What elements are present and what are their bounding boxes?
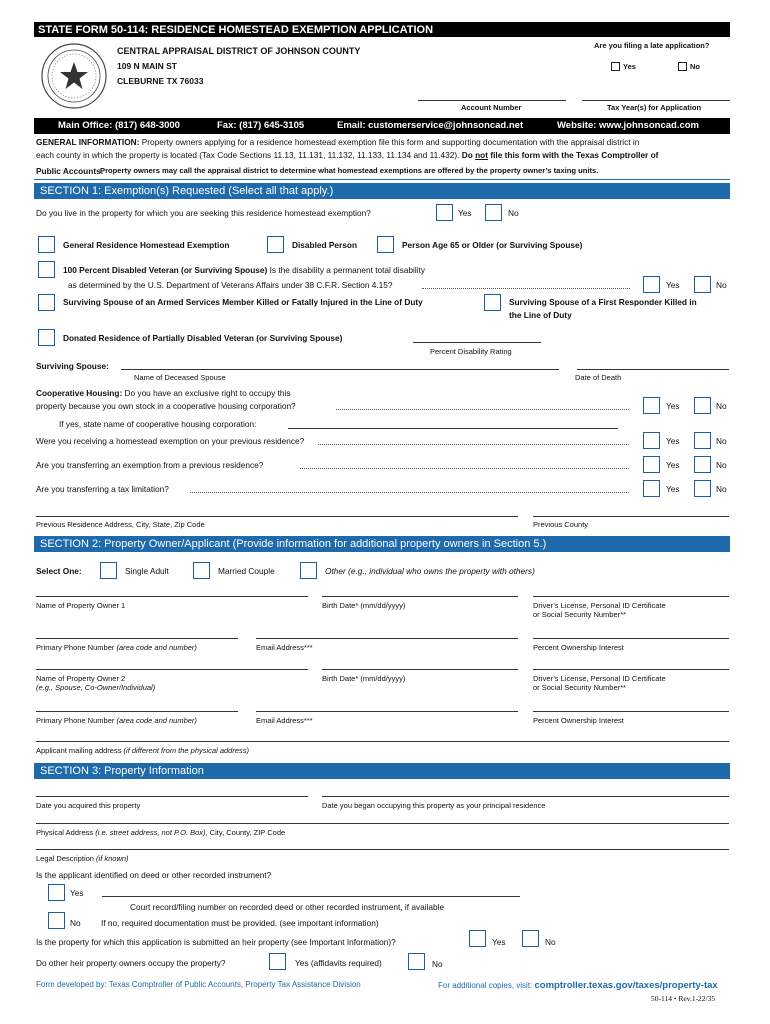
- coop-no-checkbox[interactable]: [694, 397, 711, 414]
- previous-dots: [318, 444, 629, 445]
- account-number-line[interactable]: [418, 100, 566, 101]
- owner2-name-line[interactable]: [36, 669, 308, 670]
- owner1-name-label: Name of Property Owner 1: [36, 601, 126, 610]
- physical-address-label: Physical Address (i.e. street address, not P.O. Box), City, County, ZIP Code: [36, 828, 286, 837]
- coop-yes-label: Yes: [666, 401, 680, 411]
- donated-residence-checkbox[interactable]: [38, 329, 55, 346]
- form-title: STATE FORM 50-114: RESIDENCE HOMESTEAD EXEMPTION APPLICATION: [38, 24, 434, 36]
- late-no-label: No: [690, 62, 700, 71]
- contact-bar: [34, 118, 730, 134]
- general-info-line-2: each county in which the property is located (Tax Code Sections 11.13, 11.131, 11.132, 11.133, 11.134 and 11.432). Do not file this form with the Texas Comptroller of: [36, 150, 659, 160]
- deed-no-checkbox[interactable]: [48, 912, 65, 929]
- previous-no-checkbox[interactable]: [694, 432, 711, 449]
- transfer-yes-checkbox[interactable]: [643, 456, 660, 473]
- live-no-label: No: [508, 208, 519, 218]
- veteran-yes-label: Yes: [666, 280, 680, 290]
- owner2-birth-line[interactable]: [322, 669, 518, 670]
- limit-yes-checkbox[interactable]: [643, 480, 660, 497]
- acquired-date-label: Date you acquired this property: [36, 801, 141, 810]
- previous-address-label: Previous Residence Address, City, State, Zip Code: [36, 520, 205, 529]
- limit-no-checkbox[interactable]: [694, 480, 711, 497]
- owner1-id-line[interactable]: [533, 596, 729, 597]
- occupying-date-label: Date you began occupying this property as your principal residence: [322, 801, 546, 810]
- contact-website[interactable]: Website: www.johnsoncad.com: [557, 120, 699, 131]
- footer-developed-by: Form developed by: Texas Comptroller of Public Accounts, Property Tax Assistance Division: [36, 980, 361, 989]
- disabled-person-checkbox[interactable]: [267, 236, 284, 253]
- owner2-phone-label: Primary Phone Number (area code and number): [36, 716, 197, 725]
- heir-question: Is the property for which this application is submitted an heir property (see Important Information)?: [36, 937, 396, 947]
- married-couple-label: Married Couple: [218, 566, 275, 576]
- coop-name-label: If yes, state name of cooperative housing corporation:: [59, 419, 257, 429]
- owner2-id-label-1: Driver’s License, Personal ID Certificate: [533, 674, 666, 683]
- section-3-header: SECTION 3: Property Information: [34, 763, 730, 779]
- veteran-100-checkbox[interactable]: [38, 261, 55, 278]
- general-divider: [34, 179, 730, 180]
- district-address-1: 109 N MAIN ST: [117, 61, 177, 71]
- deceased-spouse-label: Name of Deceased Spouse: [134, 373, 226, 382]
- disabled-person-label: Disabled Person: [292, 240, 358, 250]
- tax-limitation-question: Are you transferring a tax limitation?: [36, 484, 169, 494]
- owner2-ownership-label: Percent Ownership Interest: [533, 716, 624, 725]
- owner1-ownership-label: Percent Ownership Interest: [533, 643, 624, 652]
- other-heir-no-checkbox[interactable]: [408, 953, 425, 970]
- late-no-checkbox[interactable]: [678, 62, 687, 71]
- surviving-spouse-label: Surviving Spouse:: [36, 361, 109, 371]
- coop-name-line[interactable]: [288, 428, 618, 429]
- owner2-email-line[interactable]: [256, 711, 518, 712]
- previous-county-label: Previous County: [533, 520, 589, 529]
- armed-services-label: Surviving Spouse of an Armed Services Member Killed or Fatally Injured in the Line of Duty: [63, 297, 423, 307]
- section-1-header: SECTION 1: Exemption(s) Requested (Select all that apply.): [34, 183, 730, 199]
- court-record-line[interactable]: [102, 896, 520, 897]
- other-owner-label: Other (e.g., individual who owns the property with others): [325, 566, 535, 576]
- age65-checkbox[interactable]: [377, 236, 394, 253]
- owner1-name-line[interactable]: [36, 596, 308, 597]
- owner2-id-line[interactable]: [533, 669, 729, 670]
- donated-residence-label: Donated Residence of Partially Disabled Veteran (or Surviving Spouse): [63, 333, 343, 343]
- transfer-dots: [300, 468, 629, 469]
- married-couple-checkbox[interactable]: [193, 562, 210, 579]
- veteran-100-label: 100 Percent Disabled Veteran (or Surviving Spouse) Is the disability a permanent total disability: [63, 265, 426, 275]
- limit-yes-label: Yes: [666, 484, 680, 494]
- deceased-spouse-line[interactable]: [121, 369, 559, 370]
- owner1-ownership-line[interactable]: [533, 638, 729, 639]
- footer-revision: 50-114 • Rev.1-22/35: [651, 994, 716, 1003]
- coop-question-2: property because you own stock in a cooperative housing corporation?: [36, 401, 296, 411]
- previous-county-line[interactable]: [533, 516, 729, 517]
- previous-address-line[interactable]: [36, 516, 518, 517]
- mailing-address-label: Applicant mailing address (if different from the physical address): [36, 746, 250, 755]
- heir-yes-label: Yes: [492, 937, 506, 947]
- owner2-birth-label: Birth Date* (mm/dd/yyyy): [322, 674, 406, 683]
- other-heir-yes-checkbox[interactable]: [269, 953, 286, 970]
- legal-description-label: Legal Description (if known): [36, 854, 129, 863]
- veteran-yes-checkbox[interactable]: [643, 276, 660, 293]
- coop-dots: [336, 409, 629, 410]
- fax-number: Fax: (817) 645-3105: [217, 120, 305, 131]
- section-2-header: SECTION 2: Property Owner/Applicant (Provide information for additional property owners in Section 5.): [34, 536, 730, 552]
- previous-no-label: No: [716, 436, 727, 446]
- owner1-birth-line[interactable]: [322, 596, 518, 597]
- other-heir-question: Do other heir property owners occupy the property?: [36, 958, 226, 968]
- other-heir-yes-label: Yes (affidavits required): [295, 958, 382, 968]
- transfer-no-checkbox[interactable]: [694, 456, 711, 473]
- owner1-phone-line[interactable]: [36, 638, 238, 639]
- previous-yes-checkbox[interactable]: [643, 432, 660, 449]
- general-info-line-3b: Property owners may call the appraisal district to determine what homestead exemptions are offered by the property owner’s taxing units.: [100, 166, 599, 175]
- owner2-id-label-2: or Social Security Number**: [533, 683, 626, 692]
- heir-no-label: No: [545, 937, 556, 947]
- heir-yes-checkbox[interactable]: [469, 930, 486, 947]
- general-homestead-label: General Residence Homestead Exemption: [63, 240, 230, 250]
- owner1-email-label: Email Address***: [256, 643, 313, 652]
- owner1-birth-label: Birth Date* (mm/dd/yyyy): [322, 601, 406, 610]
- percent-disability-label: Percent Disability Rating: [430, 347, 512, 356]
- office-phone: Main Office: (817) 648-3000: [58, 120, 180, 131]
- coop-no-label: No: [716, 401, 727, 411]
- owner1-email-line[interactable]: [256, 638, 518, 639]
- tax-year-line[interactable]: [582, 100, 730, 101]
- court-record-label: Court record/filing number on recorded deed or other recorded instrument, if available: [130, 902, 445, 912]
- transfer-no-label: No: [716, 460, 727, 470]
- district-name: CENTRAL APPRAISAL DISTRICT OF JOHNSON COUNTY: [117, 46, 361, 56]
- owner1-phone-label: Primary Phone Number (area code and number): [36, 643, 197, 652]
- acquired-date-line[interactable]: [36, 796, 308, 797]
- single-adult-checkbox[interactable]: [100, 562, 117, 579]
- veteran-no-checkbox[interactable]: [694, 276, 711, 293]
- owner2-name-sub: (e.g., Spouse, Co-Owner/Individual): [36, 683, 156, 692]
- previous-exemption-question: Were you receiving a homestead exemption on your previous residence?: [36, 436, 305, 446]
- veteran-dots: [422, 288, 630, 289]
- date-of-death-line[interactable]: [577, 369, 729, 370]
- previous-yes-label: Yes: [666, 436, 680, 446]
- coop-question-1: Cooperative Housing: Do you have an exclusive right to occupy this: [36, 388, 291, 398]
- contact-email[interactable]: Email: customerservice@johnsoncad.net: [337, 120, 524, 131]
- state-seal-icon: [40, 42, 108, 110]
- veteran-100-line-2: as determined by the U.S. Department of Veterans Affairs under 38 C.F.R. Section 4.15?: [68, 280, 393, 290]
- late-yes-label: Yes: [623, 62, 636, 71]
- heir-no-checkbox[interactable]: [522, 930, 539, 947]
- live-no-checkbox[interactable]: [485, 204, 502, 221]
- general-info-line-3: Public Accounts.: [36, 166, 103, 176]
- legal-description-line[interactable]: [36, 849, 729, 850]
- owner1-id-label-1: Driver’s License, Personal ID Certificate: [533, 601, 666, 610]
- late-application-question: Are you filing a late application?: [594, 41, 710, 50]
- deed-no-label: No: [70, 918, 81, 928]
- general-homestead-checkbox[interactable]: [38, 236, 55, 253]
- transfer-exemption-question: Are you transferring an exemption from a previous residence?: [36, 460, 264, 470]
- veteran-no-label: No: [716, 280, 727, 290]
- live-yes-label: Yes: [458, 208, 472, 218]
- single-adult-label: Single Adult: [125, 566, 169, 576]
- live-yes-checkbox[interactable]: [436, 204, 453, 221]
- late-yes-checkbox[interactable]: [611, 62, 620, 71]
- percent-disability-line[interactable]: [413, 342, 541, 343]
- general-info-line-1: GENERAL INFORMATION: Property owners applying for a residence homestead exemption file this form and supporting documentation with the appraisal district in: [36, 137, 640, 147]
- first-responder-label-1: Surviving Spouse of a First Responder Killed in: [509, 297, 697, 307]
- owner2-phone-line[interactable]: [36, 711, 238, 712]
- armed-services-checkbox[interactable]: [38, 294, 55, 311]
- account-number-label: Account Number: [461, 103, 522, 112]
- deed-no-note: If no, required documentation must be provided. (see important information): [101, 918, 379, 928]
- live-question: Do you live in the property for which you are seeking this residence homestead exemption?: [36, 208, 371, 218]
- owner2-ownership-line[interactable]: [533, 711, 729, 712]
- tax-year-label: Tax Year(s) for Application: [607, 103, 702, 112]
- mailing-address-line[interactable]: [36, 741, 729, 742]
- footer-copies: For additional copies, visit: comptroller.texas.gov/taxes/property-tax: [438, 980, 718, 991]
- deed-yes-label: Yes: [70, 888, 84, 898]
- limit-dots: [190, 492, 629, 493]
- limit-no-label: No: [716, 484, 727, 494]
- age65-label: Person Age 65 or Older (or Surviving Spouse): [402, 240, 583, 250]
- other-owner-checkbox[interactable]: [300, 562, 317, 579]
- occupying-date-line[interactable]: [322, 796, 729, 797]
- owner2-name-label: Name of Property Owner 2: [36, 674, 126, 683]
- date-of-death-label: Date of Death: [575, 373, 622, 382]
- owner1-id-label-2: or Social Security Number**: [533, 610, 626, 619]
- transfer-yes-label: Yes: [666, 460, 680, 470]
- district-address-2: CLEBURNE TX 76033: [117, 76, 204, 86]
- first-responder-label-2: the Line of Duty: [509, 310, 572, 320]
- coop-yes-checkbox[interactable]: [643, 397, 660, 414]
- select-one-label: Select One:: [36, 566, 82, 576]
- other-heir-no-label: No: [432, 959, 443, 969]
- deed-question: Is the applicant identified on deed or other recorded instrument?: [36, 870, 272, 880]
- owner2-email-label: Email Address***: [256, 716, 313, 725]
- deed-yes-checkbox[interactable]: [48, 884, 65, 901]
- physical-address-line[interactable]: [36, 823, 729, 824]
- first-responder-checkbox[interactable]: [484, 294, 501, 311]
